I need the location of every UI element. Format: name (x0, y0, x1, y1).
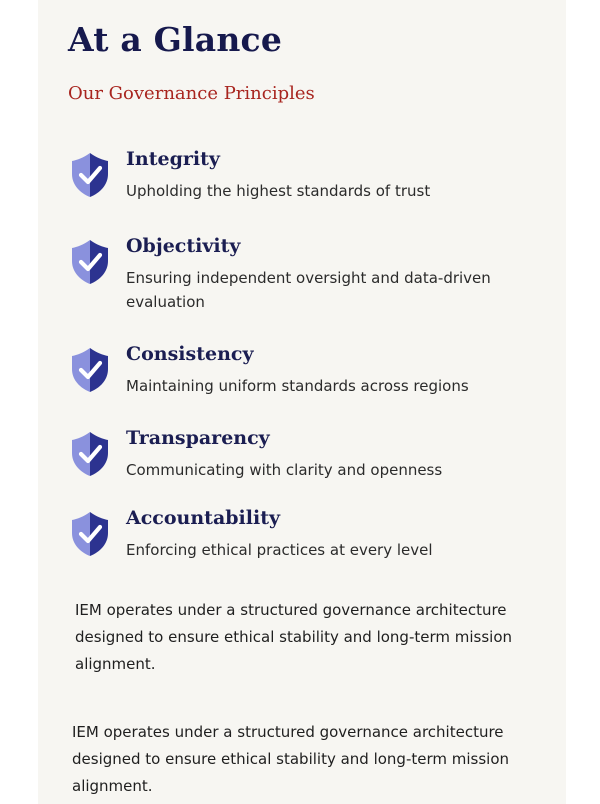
governance-paragraph: IEM operates under a structured governance architecture designed to ensure ethical stability and long-term mission alignment. (75, 601, 513, 673)
governance-paragraph-repeat: IEM operates under a structured governance architecture designed to ensure ethical stability and long-term mission alignment. (72, 723, 510, 795)
page-panel (38, 0, 566, 804)
principle-description: Ensuring independent oversight and data-driven evaluation (126, 269, 491, 311)
shield-check-icon (70, 239, 110, 285)
shield-check-icon (70, 431, 110, 477)
principle-title: Integrity (126, 148, 220, 170)
page-title: At a Glance (68, 20, 283, 59)
principle-description: Enforcing ethical practices at every level (126, 541, 433, 559)
shield-check-icon (70, 152, 110, 198)
shield-check-icon (70, 347, 110, 393)
principle-title: Objectivity (126, 235, 241, 257)
shield-check-icon (70, 511, 110, 557)
principle-title: Transparency (126, 427, 270, 449)
principle-description: Communicating with clarity and openness (126, 461, 443, 479)
principle-description: Upholding the highest standards of trust (126, 182, 431, 200)
principle-description: Maintaining uniform standards across regions (126, 377, 469, 395)
principle-title: Consistency (126, 343, 254, 365)
section-subtitle: Our Governance Principles (68, 83, 315, 104)
principle-title: Accountability (126, 507, 281, 529)
